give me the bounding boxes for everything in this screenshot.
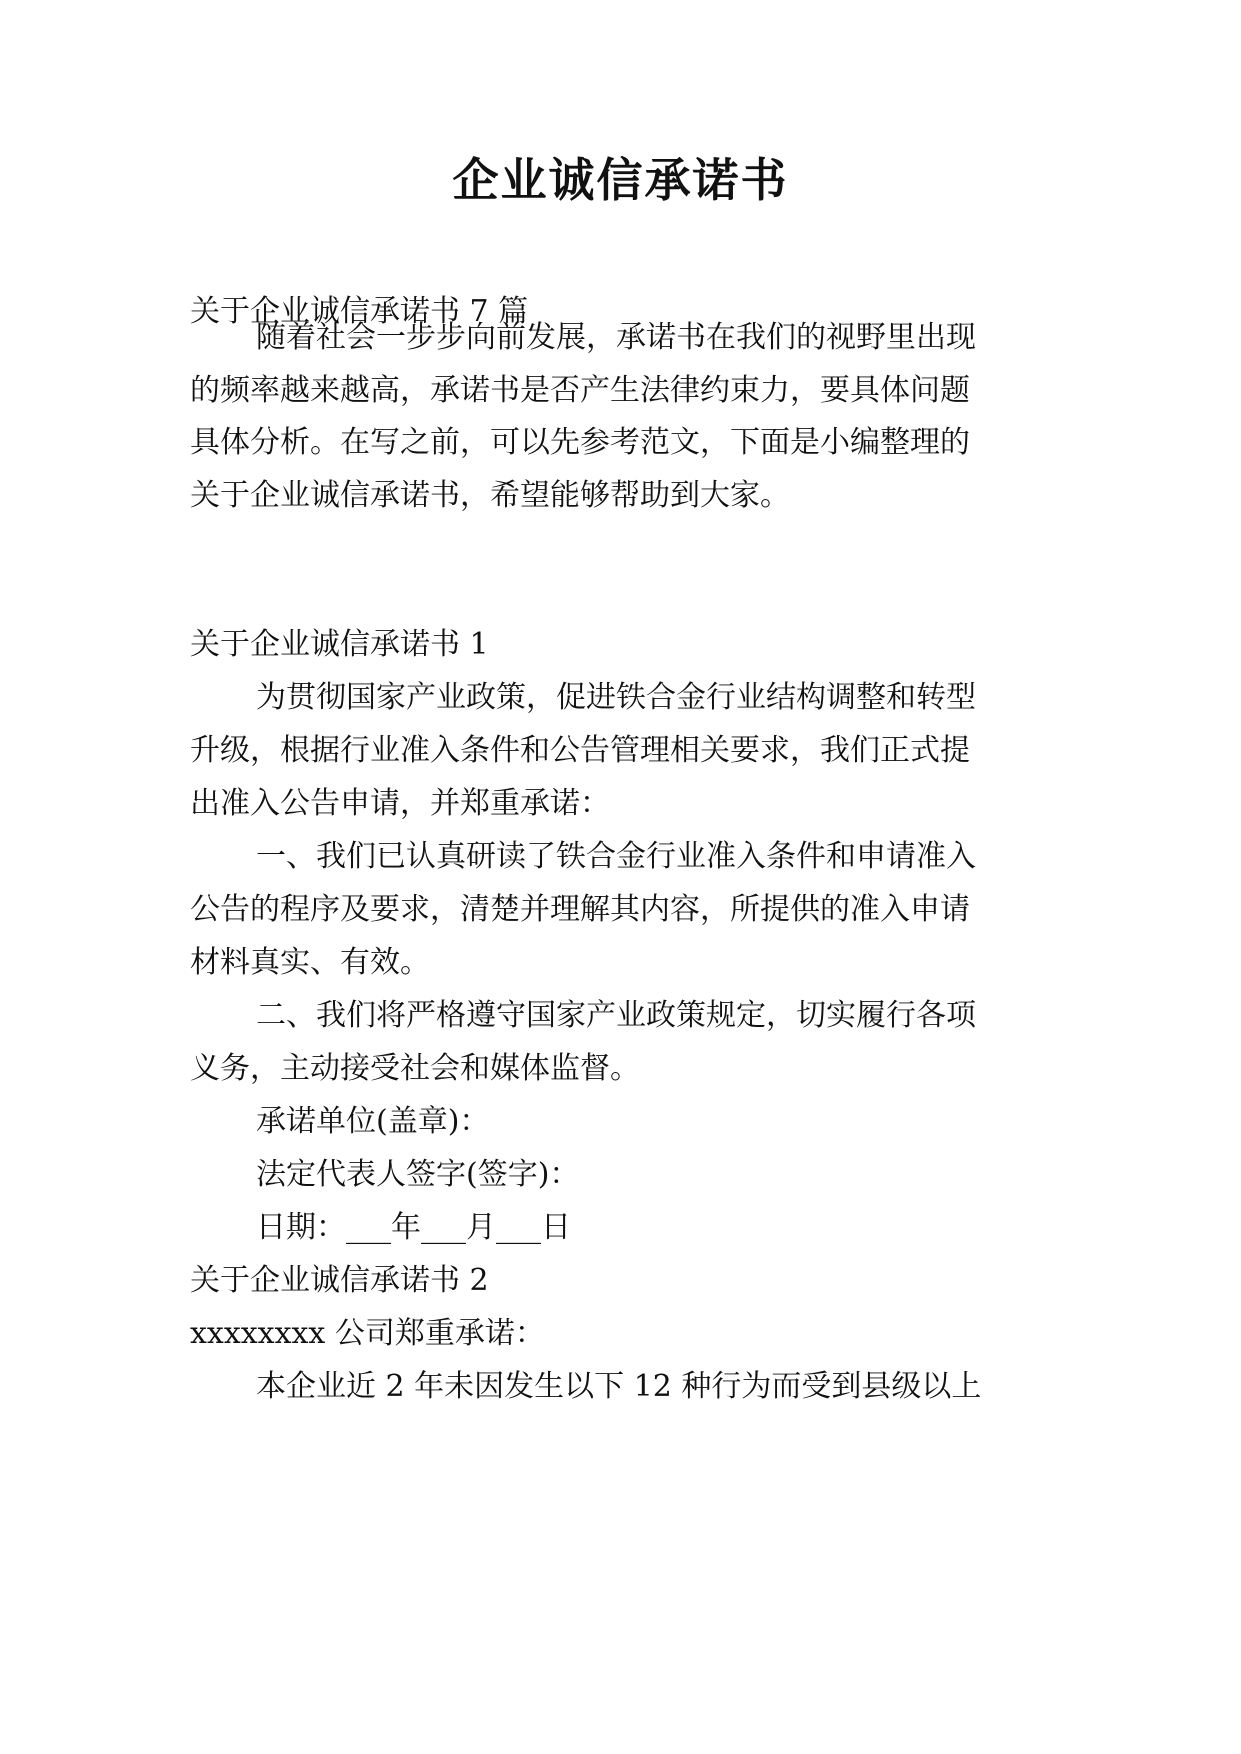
paragraph-line: 公告的程序及要求，清楚并理解其内容，所提供的准入申请 [190,892,970,927]
signature-line: 法定代表人签字(签字)： [256,1157,580,1192]
paragraph-line: xxxxxxxx 公司郑重承诺： [190,1316,545,1351]
paragraph-line: 升级，根据行业准入条件和公告管理相关要求，我们正式提 [190,733,970,768]
date-line: 日期：___年___月___日 [256,1210,571,1245]
paragraph-line: 一、我们已认真研读了铁合金行业准入条件和申请准入 [256,839,976,874]
section-heading: 关于企业诚信承诺书 1 [190,627,489,662]
document-title: 企业诚信承诺书 [452,153,789,207]
paragraph-line: 随着社会一步步向前发展，承诺书在我们的视野里出现 [256,320,976,355]
paragraph-line: 具体分析。在写之前，可以先参考范文，下面是小编整理的 [190,425,970,460]
paragraph-line: 义务，主动接受社会和媒体监督。 [190,1051,640,1086]
paragraph-line: 关于企业诚信承诺书，希望能够帮助到大家。 [190,478,790,513]
paragraph-line: 本企业近 2 年未因发生以下 12 种行为而受到县级以上 [256,1369,982,1404]
paragraph-line: 的频率越来越高，承诺书是否产生法律约束力，要具体问题 [190,373,970,408]
paragraph-line: 出准入公告申请，并郑重承诺： [190,786,610,821]
paragraph-line: 为贯彻国家产业政策，促进铁合金行业结构调整和转型 [256,680,976,715]
paragraph-line: 材料真实、有效。 [190,945,430,980]
section-heading: 关于企业诚信承诺书 2 [190,1263,489,1298]
paragraph-line: 二、我们将严格遵守国家产业政策规定，切实履行各项 [256,998,976,1033]
intro-heading: 关于企业诚信承诺书 7 篇 [190,294,529,329]
signature-line: 承诺单位(盖章)： [256,1104,490,1139]
